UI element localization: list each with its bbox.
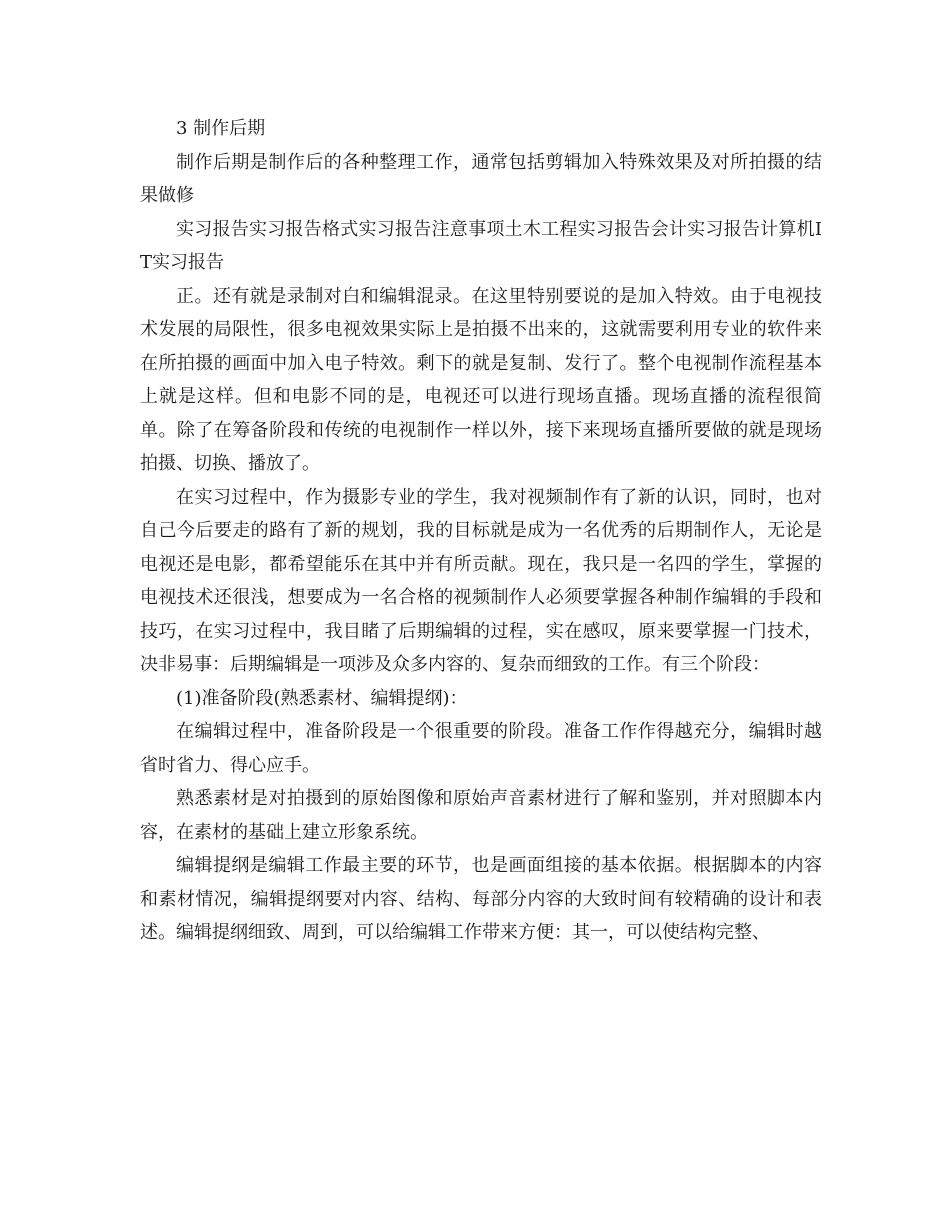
paragraph-editing-outline: 编辑提纲是编辑工作最主要的环节，也是画面组接的基本依据。根据脚本的内容和素材情况，编辑提纲要对内容、结构、每部分内容的大致时间有较精确的设计和表述。编辑提纲细致、周到，可以给编辑工作带来方便：其一，可以使结构完整、: [140, 855, 822, 943]
paragraph-post-production-intro: 制作后期是制作后的各种整理工作，通常包括剪辑加入特殊效果及对所拍摄的结果做修: [140, 151, 822, 206]
section-heading: 3 制作后期: [176, 118, 266, 139]
paragraph-internship-reflection: 在实习过程中，作为摄影专业的学生，我对视频制作有了新的认识，同时，也对自己今后要走的路有了新的规划，我的目标就是成为一名优秀的后期制作人，无论是电视还是电影，都希望能乐在其中并有所贡献。现在，我只是一名四的学生，掌握的电视技术还很浅，想要成为一名合格的视频制作人必须要掌握各种制作编辑的手段和技巧，在实习过程中，我目睹了后期编辑的过程，实在感叹，原来要掌握一门技术，决非易事：后期编辑是一项涉及众多内容的、复杂而细致的工作。有三个阶段：: [140, 486, 822, 675]
paragraph-stage-heading: (1)准备阶段(熟悉素材、编辑提纲)：: [176, 687, 468, 709]
paragraph-preparation-stage: 在编辑过程中，准备阶段是一个很重要的阶段。准备工作作得越充分，编辑时越省时省力、得心应手。: [140, 721, 822, 776]
paragraph-special-effects: 正。还有就是录制对白和编辑混录。在这里特别要说的是加入特效。由于电视技术发展的局限性，很多电视效果实际上是拍摄不出来的，这就需要利用专业的软件来在所拍摄的画面中加入电子特效。剩下的就是复制、发行了。整个电视制作流程基本上就是这样。但和电影不同的是，电视还可以进行现场直播。现场直播的流程很简单。除了在筹备阶段和传统的电视制作一样以外，接下来现场直播所要做的就是现场拍摄、切换、播放了。: [140, 285, 822, 474]
paragraph-familiar-materials: 熟悉素材是对拍摄到的原始图像和原始声音素材进行了解和鉴别，并对照脚本内容，在素材的基础上建立形象系统。: [140, 788, 822, 843]
document-body: [140, 112, 822, 950]
paragraph-report-keywords: 实习报告实习报告格式实习报告注意事项土木工程实习报告会计实习报告计算机IT实习报告: [140, 218, 822, 273]
